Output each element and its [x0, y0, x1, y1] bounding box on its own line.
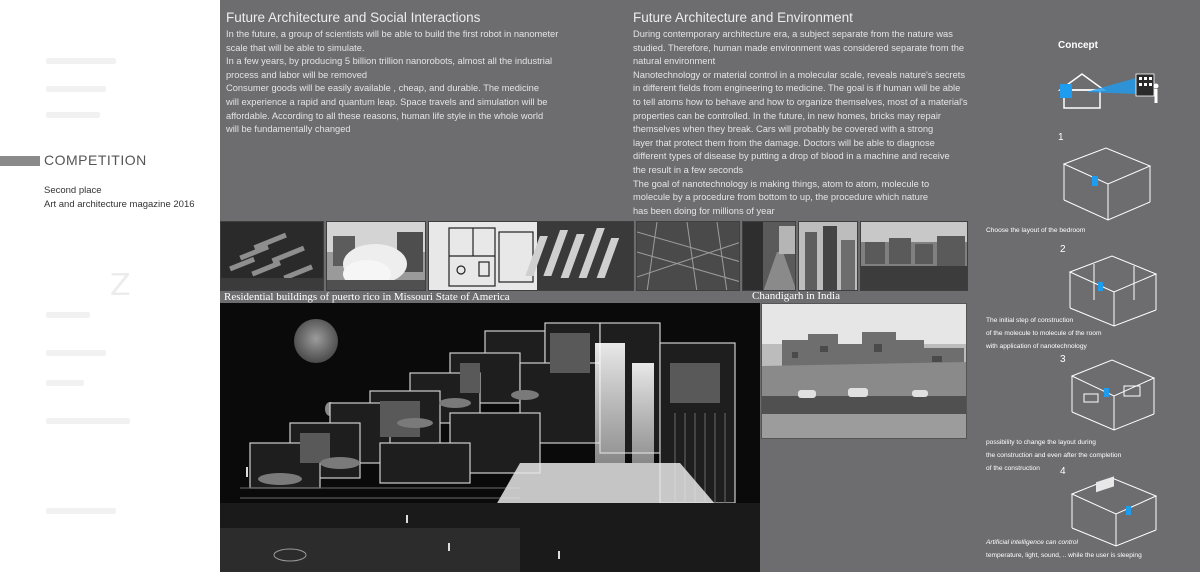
text-line: In a few years, by producing 5 billion trillion nanorobots, almost all the industrial	[226, 56, 553, 67]
photo-slum	[860, 221, 968, 291]
text-line: different types of disease by putting a drop of blood in a machine and receive	[633, 151, 950, 162]
text-line: In the future, a group of scientists will be able to build the first robot in nanometer	[226, 29, 559, 39]
section-marker-bar	[0, 156, 40, 166]
faded-letter-mark: Z	[110, 268, 131, 303]
text-line: molecule by a procedure from bottom to up, the procedure which nature	[633, 192, 929, 203]
step-number: 1	[1058, 132, 1064, 143]
text-line: affordable. According to all these reasons, human life style in the whole world	[226, 110, 544, 121]
photo-brick-rows	[220, 221, 324, 291]
text-line: will experience a rapid and quantum leap. Space travels and simulation will be	[226, 96, 548, 107]
paragraph-environment	[633, 28, 993, 218]
step-1-room-icon	[1054, 142, 1158, 222]
faded-text	[46, 508, 116, 514]
text-line: layer that protect them from the damage. Doctors will be able to diagnose	[633, 137, 935, 148]
step-text	[986, 314, 1101, 353]
photo-demolition	[326, 221, 426, 291]
step-number: 3	[1060, 354, 1066, 365]
render-terraced-building	[220, 303, 760, 572]
faded-text	[46, 418, 130, 424]
step-number: 2	[1060, 244, 1066, 255]
text-line: to tell atoms how to behave and how to organize themselves, most of a material's	[633, 96, 968, 107]
concept-house-icon	[1056, 64, 1168, 112]
step-text	[986, 536, 1142, 562]
text-line: scale that will be able to simulate.	[226, 42, 365, 53]
text-line: Consumer goods will be easily available , cheap, and durable. The medicine	[226, 83, 540, 94]
competition-title: COMPETITION	[44, 152, 147, 168]
text-line: of the molecule to molecule of the room	[986, 330, 1102, 337]
step-text	[986, 436, 1121, 475]
text-line: Nanotechnology or material control in a molecular scale, reveals nature's secrets	[633, 69, 965, 80]
text-line: will be fundamentally changed	[226, 124, 351, 135]
text-line: The goal of nanotechnology is making things, atom to atom, molecule to	[633, 178, 930, 189]
faded-text	[46, 312, 90, 318]
text-line: studied. Therefore, human made environment was considered separate from the	[633, 42, 965, 53]
waterfall	[595, 343, 625, 463]
moon	[294, 319, 338, 363]
step-3-room-icon	[1066, 356, 1158, 432]
award-text: Second place	[44, 185, 102, 196]
text-line: with application of nanotechnology	[986, 343, 1087, 350]
faded-text	[46, 86, 106, 92]
photo-aerial-city	[636, 221, 740, 291]
text-line: has been doing for millions of year	[633, 205, 775, 216]
text-line: Artificial intelligence can control	[986, 539, 1078, 546]
text-line: process and labor will be removed	[226, 69, 368, 80]
text-line: in different fields from engineering to medicine. The goal is if human will be able	[633, 83, 961, 94]
heading-social: Future Architecture and Social Interactions	[226, 10, 481, 25]
text-line: themselves when they break. Cars will probably be covered with a strong	[633, 124, 934, 135]
text-line: the construction and even after the completion	[986, 452, 1122, 459]
photo-street	[742, 221, 796, 291]
paragraph-social	[226, 28, 626, 137]
step-text	[986, 224, 1085, 237]
text-line: properties can be controlled. In the future, in new homes, bricks may repair	[633, 110, 941, 121]
faded-text	[46, 380, 84, 386]
photo-towers	[798, 221, 858, 291]
text-line: of the construction	[986, 465, 1040, 472]
text-line: possibility to change the layout during	[986, 439, 1096, 446]
sidebar	[0, 0, 220, 572]
faded-text	[46, 58, 116, 64]
photo-floor-plan	[428, 221, 634, 291]
faded-text	[46, 112, 100, 118]
publication-text: Art and architecture magazine 2016	[44, 199, 195, 210]
caption-chandigarh: Chandigarh in India	[752, 290, 840, 302]
heading-environment: Future Architecture and Environment	[633, 10, 853, 25]
text-line: The initial step of construction	[986, 317, 1074, 324]
faded-text	[46, 350, 106, 356]
waterfall	[632, 363, 654, 463]
photo-chandigarh	[761, 303, 967, 439]
text-line: natural environment	[633, 56, 716, 67]
text-line: the result in a few seconds	[633, 164, 744, 175]
concept-title: Concept	[1058, 40, 1098, 51]
caption-puerto-rico: Residential buildings of puerto rico in Missouri State of America	[224, 291, 510, 303]
text-line: Choose the layout of the bedroom	[986, 227, 1086, 234]
step-number: 4	[1060, 466, 1066, 477]
text-line: temperature, light, sound, .. while the user is sleeping	[986, 552, 1142, 559]
text-line: During contemporary architecture era, a subject separate from the nature was	[633, 29, 953, 39]
